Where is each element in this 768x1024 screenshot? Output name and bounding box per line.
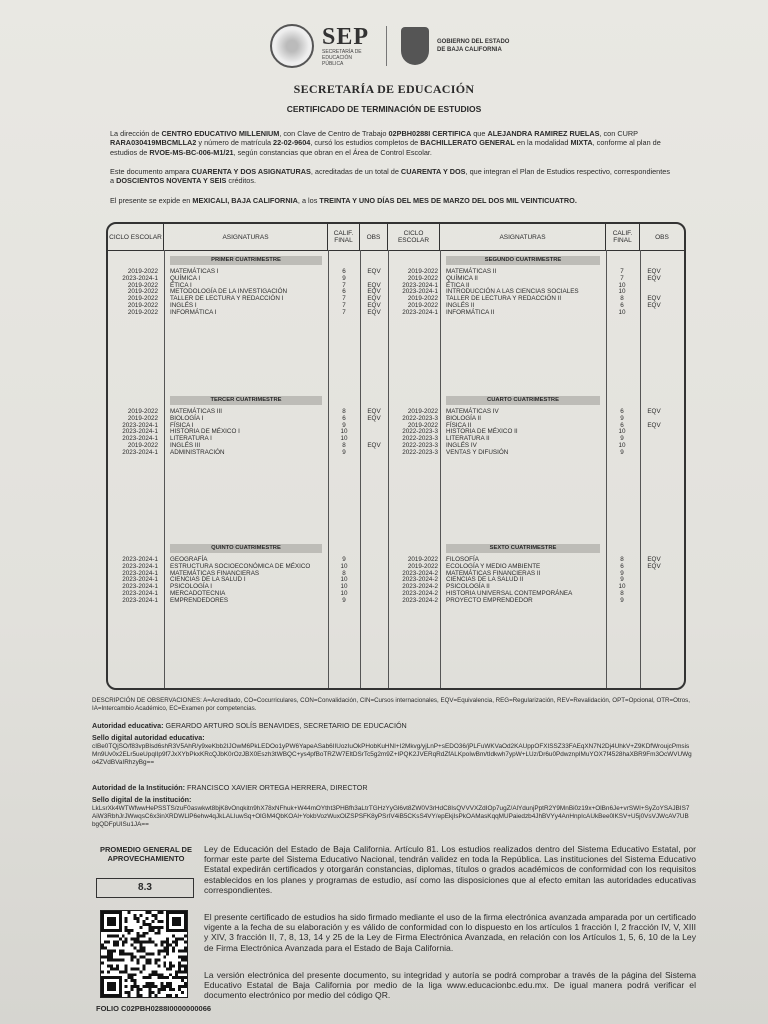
observations-legend: DESCRIPCIÓN DE OBSERVACIONES: A=Acreditado, CO=Cocurriculares, CON=Convalidación, CIN=Cursos internacionales, EQV=Equivalencia, REG=Regularización, REV=Revalidación, OPT=Opcional, OTR=Otros, IA=Intercambio Académico, EC=Examen por competencias. — [92, 697, 690, 712]
cell-obs: EQV — [367, 295, 381, 303]
cell-ciclo: 2019-2022 — [407, 295, 438, 303]
intro-paragraph-3: El presente se expide en MEXICALI, BAJA CALIFORNIA, a los TREINTA Y UNO DÍAS DEL MES DE MARZO DEL DOS MIL VEINTICUATRO. — [110, 196, 577, 205]
cell-calif: 10 — [618, 583, 626, 591]
cell-calif: 7 — [620, 268, 624, 275]
cell-asignatura: HISTORIA UNIVERSAL CONTEMPORÁNEA — [446, 590, 573, 597]
cell-asignatura: INFORMÁTICA II — [446, 308, 495, 316]
cell-asignatura: EMPRENDEDORES — [170, 596, 229, 604]
cell-asignatura: MATEMÁTICAS FINANCIERAS — [170, 569, 260, 577]
law-paragraph-3: La versión electrónica del presente documento, su integridad y autoría se podrá comprobar a través de la página del Sistema Educativo Estatal de Baja California por medio de la liga www.educacionbc.edu.mx. De igual manera podrá verificar el documento electrónico por medio del código QR. — [204, 970, 696, 1001]
institution-line: Autoridad de la Institución: FRANCISCO XAVIER ORTEGA HERRERA, DIRECTOR — [92, 783, 368, 792]
cell-obs: EQV — [367, 281, 381, 289]
cell-ciclo: 2019-2022 — [127, 268, 158, 275]
cell-calif: 9 — [620, 448, 624, 456]
cell-ciclo: 2019-2022 — [127, 408, 158, 415]
cell-calif: 8 — [342, 408, 346, 415]
cell-ciclo: 2023-2024-1 — [122, 596, 158, 604]
cell-ciclo: 2023-2024-1 — [402, 281, 438, 289]
cell-calif: 10 — [618, 308, 626, 316]
cell-ciclo: 2019-2022 — [127, 414, 158, 422]
cell-asignatura: INGLÉS III — [170, 442, 201, 449]
cell-ciclo: 2019-2022 — [127, 442, 158, 449]
cell-ciclo: 2023-2024-1 — [122, 274, 158, 282]
sep-logo — [322, 25, 372, 67]
cell-ciclo: 2023-2024-1 — [122, 428, 158, 436]
gob-text: GOBIERNO DEL ESTADO DE BAJA CALIFORNIA — [437, 39, 510, 53]
cell-asignatura: QUÍMICA II — [446, 274, 478, 282]
cell-asignatura: LITERATURA I — [170, 435, 212, 443]
cell-ciclo: 2023-2024-2 — [402, 596, 438, 604]
cell-asignatura: GEOGRAFÍA — [170, 556, 208, 563]
cell-calif: 9 — [342, 596, 346, 604]
header-obs-2: OBS — [655, 233, 669, 241]
cell-ciclo: 2019-2022 — [407, 562, 438, 570]
institution-seal-hash: LkLsrXk4WTWfwwHePSSTS/zuF0aswkwt8bjK8vOnqkitn9hX78xNFhuk+W44mOYtht3PHBfh3aLtrTGHzYyGl6vt8ZW0V3rHdC8IsQVVVXZdIOp7ugZ/AlYdunjPptR2Y9MnBi0z19x+OlBn6Je+vrSWI+SyZoYSAJBIS7AiW3RbhJrJWwqsC6x3inXRDWLlP6ehw4qJkLALIuwSq+OlGM4QbKOAl+YokbVozWuxOlZSPSFK8yPSrIV4iB5CKsS4VY/epEkjIsPkOAMasKqqMUPaiedzb4JhBVYy4AnHnpIcAUkBee0lKSV+U5j0VsVJWcAV7UBbgQDFpUISu1JA== — [92, 805, 690, 829]
cell-calif: 8 — [620, 556, 624, 563]
cell-ciclo: 2019-2022 — [127, 295, 158, 303]
cell-calif: 10 — [340, 583, 348, 591]
cell-calif: 6 — [620, 302, 624, 309]
cell-ciclo: 2022-2023-3 — [402, 428, 438, 436]
cell-asignatura: INFORMÁTICA I — [170, 308, 217, 316]
table-row — [108, 309, 684, 316]
cell-obs: EQV — [367, 302, 381, 309]
cell-asignatura: LITERATURA II — [446, 435, 490, 443]
section-title: QUINTO CUATRIMESTRE — [170, 544, 322, 553]
authority-line: Autoridad educativa: GERARDO ARTURO SOLÍS BENAVIDES, SECRETARIO DE EDUCACIÓN — [92, 721, 407, 730]
law-paragraph-1: Ley de Educación del Estado de Baja California. Artículo 81. Los estudios realizados dentro del Sistema Educativo Estatal, por formar este parte del Sistema Educativo Nacional, tendrán validez en toda la República. Las instituciones del Sistema Educativo Estatal expedirán certificados y otorgarán constancias, diplomas, títulos o grados académicos de conformidad con los requisitos establecidos en los planes y programas de estudio, así como las disposiciones que al efecto emitan las autoridades educativas correspondientes. — [204, 844, 696, 895]
cell-ciclo: 2019-2022 — [127, 288, 158, 296]
cell-asignatura: ÉTICA II — [446, 281, 470, 289]
cell-ciclo: 2022-2023-3 — [402, 448, 438, 456]
cell-obs: EQV — [647, 295, 661, 303]
cell-calif: 9 — [342, 556, 346, 563]
cell-asignatura: MERCADOTECNIA — [170, 590, 226, 597]
cell-ciclo: 2023-2024-1 — [122, 421, 158, 429]
cell-asignatura: MATEMÁTICAS II — [446, 268, 497, 275]
cell-calif: 10 — [618, 288, 626, 296]
cell-calif: 8 — [620, 295, 624, 303]
cell-calif: 6 — [620, 562, 624, 570]
cell-calif: 10 — [340, 590, 348, 597]
cell-calif: 10 — [340, 428, 348, 436]
cell-ciclo: 2023-2024-1 — [122, 576, 158, 584]
cell-asignatura: ECOLOGÍA Y MEDIO AMBIENTE — [446, 562, 541, 570]
cell-asignatura: INGLÉS II — [446, 302, 475, 309]
folio-number: FOLIO C02PBH0288I0000000066 — [96, 1004, 212, 1013]
institution-seal-label: Sello digital de la institución: — [92, 795, 192, 804]
cell-ciclo: 2019-2022 — [127, 308, 158, 316]
cell-calif: 6 — [620, 408, 624, 415]
cell-obs: EQV — [367, 442, 381, 449]
cell-calif: 7 — [620, 274, 624, 282]
section-title: CUARTO CUATRIMESTRE — [446, 396, 600, 405]
header-ciclo: CICLO ESCOLAR — [108, 224, 164, 250]
cell-ciclo: 2023-2024-1 — [122, 562, 158, 570]
cell-obs: EQV — [367, 414, 381, 422]
cell-ciclo: 2022-2023-3 — [402, 414, 438, 422]
cell-obs: EQV — [367, 268, 381, 275]
cell-asignatura: ESTRUCTURA SOCIOECONÓMICA DE MÉXICO — [170, 562, 311, 570]
cell-obs: EQV — [367, 408, 381, 415]
header-asignaturas: ASIGNATURAS — [164, 224, 328, 250]
authority-seal-label: Sello digital autoridad educativa: — [92, 733, 205, 742]
cell-calif: 7 — [342, 302, 346, 309]
cell-calif: 10 — [340, 562, 348, 570]
cell-ciclo: 2019-2022 — [407, 302, 438, 309]
cell-calif: 7 — [342, 295, 346, 303]
cell-calif: 8 — [342, 442, 346, 449]
cell-ciclo: 2023-2024-1 — [122, 590, 158, 597]
header-calif-2: CALIF. FINAL — [606, 224, 640, 250]
cell-ciclo: 2023-2024-1 — [122, 556, 158, 563]
section-title: TERCER CUATRIMESTRE — [170, 396, 322, 405]
cell-calif: 6 — [342, 268, 346, 275]
cell-ciclo: 2023-2024-1 — [122, 448, 158, 456]
cell-calif: 9 — [620, 569, 624, 577]
cell-ciclo: 2023-2024-2 — [402, 590, 438, 597]
cell-calif: 8 — [620, 590, 624, 597]
cell-calif: 9 — [342, 448, 346, 456]
cell-asignatura: INGLÉS I — [170, 302, 197, 309]
cell-calif: 10 — [618, 428, 626, 436]
cell-calif: 10 — [340, 576, 348, 584]
cell-asignatura: ADMINISTRACIÓN — [170, 448, 225, 456]
logo-divider — [386, 26, 387, 66]
authority-seal-hash: cIBe0TQjSO/f83vpBlsd6shR3V5AhR/y9xeKbb2IJOwM6PkLEDOo1yPW6YapeASab6IIUozIuOkPHobKuHNI+I2Mkvg/yjLnP+sEDO36/jPLFuWKVaOd2KAUppOFXISSZ33FAEqXN7N2Dj4UhkV+Z9KDfWroujcPmsisMn9Uv0x2ELr5ueUpqIIp9f7JxXYbPkxKRcQJbK0rOzJBX0Eszh3tWBQC+ys4pfBoTRZW7EltDSrTc5g2m9Z+IPQK2JVERqRdZfALKpoIwBm/tIdkwh7ypW+LUz/Dr6u0PdwznpIMuYOX7f4528haXBR9Fm3OcWVUWgo4ZVdBVaIRhzyBg== — [92, 743, 692, 767]
cell-ciclo: 2019-2022 — [407, 408, 438, 415]
cell-obs: EQV — [647, 562, 661, 570]
cell-ciclo: 2023-2024-1 — [122, 583, 158, 591]
cell-calif: 7 — [342, 281, 346, 289]
cell-asignatura: MATEMÁTICAS III — [170, 408, 223, 415]
certificate-subtitle: CERTIFICADO DE TERMINACIÓN DE ESTUDIOS — [286, 104, 482, 114]
page-title: SECRETARÍA DE EDUCACIÓN — [293, 82, 475, 96]
cell-calif: 9 — [620, 576, 624, 584]
cell-ciclo: 2019-2022 — [127, 302, 158, 309]
cell-asignatura: HISTORIA DE MÉXICO I — [170, 428, 240, 436]
cell-asignatura: VENTAS Y DIFUSIÓN — [446, 448, 509, 456]
cell-asignatura: METODOLOGÍA DE LA INVESTIGACIÓN — [170, 288, 288, 296]
cell-asignatura: ÉTICA I — [170, 281, 192, 289]
sep-logo-text: SEP — [322, 24, 370, 50]
grades-table — [106, 222, 686, 690]
cell-calif: 10 — [618, 281, 626, 289]
cell-ciclo: 2019-2022 — [407, 556, 438, 563]
cell-ciclo: 2023-2024-1 — [122, 569, 158, 577]
cell-asignatura: HISTORIA DE MÉXICO II — [446, 428, 518, 436]
cell-asignatura: FÍSICA II — [446, 421, 472, 429]
cell-ciclo: 2022-2023-3 — [402, 442, 438, 449]
state-shield-icon — [401, 27, 429, 65]
cell-ciclo: 2019-2022 — [407, 274, 438, 282]
cell-ciclo: 2019-2022 — [407, 268, 438, 275]
cell-calif: 6 — [342, 288, 346, 296]
cell-obs: EQV — [647, 408, 661, 415]
cell-obs: EQV — [647, 556, 661, 563]
header-obs: OBS — [360, 224, 388, 250]
header-ciclo-2: CICLO ESCOLAR — [388, 224, 440, 250]
cell-asignatura: BIOLOGÍA II — [446, 414, 481, 422]
cell-calif: 9 — [620, 414, 624, 422]
cell-asignatura: INTRODUCCIÓN A LAS CIENCIAS SOCIALES — [446, 288, 579, 296]
cell-ciclo: 2023-2024-1 — [402, 288, 438, 296]
cell-asignatura: TALLER DE LECTURA Y REDACCIÓN I — [170, 295, 284, 303]
cell-asignatura: FÍSICA I — [170, 421, 194, 429]
cell-asignatura: PSICOLOGÍA II — [446, 583, 490, 591]
section-title: SEGUNDO CUATRIMESTRE — [446, 256, 600, 265]
cell-obs: EQV — [367, 288, 381, 296]
cell-calif: 9 — [620, 435, 624, 443]
cell-asignatura: FILOSOFÍA — [446, 556, 479, 563]
law-paragraph-2: El presente certificado de estudios ha sido firmado mediante el uso de la firma electrónica avanzada amparada por un certificado vigente a la fecha de su elaboración y es válido de conformidad con lo dispuesto en los artículos 1 fracción I, 2 fracción IV, V, XIII y XIV, 3 fracción II, 7, 8, 13, 14 y 25 de la Ley de Firma Electrónica Avanzada, en relación con los Artículos 1, 5, 6, 10 de la Ley de Firma Electrónica Avanzada para el Estado de Baja California. — [204, 912, 696, 953]
section-title: SEXTO CUATRIMESTRE — [446, 544, 600, 553]
cell-calif: 9 — [342, 274, 346, 282]
cell-calif: 8 — [342, 569, 346, 577]
header-asignaturas-2: ASIGNATURAS — [440, 224, 606, 250]
intro-paragraph-1: La dirección de CENTRO EDUCATIVO MILLENIUM, con Clave de Centro de Trabajo 02PBH0288I CERTIFICA que ALEJANDRA RAMIREZ RUELAS, con CURP RARA030419MBCMLLA2 y número de matrícula 22-02-9604, cursó los estudios completos de BACHILLERATO GENERAL en la modalidad MIXTA, conforme al plan de estudios de RVOE-MS-BC-006-M1/21, según constancias que obran en el Área de Control Escolar. — [110, 129, 661, 157]
cell-ciclo: 2023-2024-2 — [402, 569, 438, 577]
cell-ciclo: 2023-2024-1 — [402, 308, 438, 316]
cell-ciclo: 2023-2024-1 — [122, 435, 158, 443]
table-row — [108, 597, 684, 604]
cell-calif: 6 — [620, 421, 624, 429]
cell-asignatura: BIOLOGÍA I — [170, 414, 204, 422]
cell-asignatura: CIENCIAS DE LA SALUD I — [170, 576, 246, 584]
cell-calif: 7 — [342, 308, 346, 316]
table-header — [108, 224, 684, 251]
cell-calif: 10 — [340, 435, 348, 443]
cell-calif: 10 — [618, 442, 626, 449]
cell-asignatura: MATEMÁTICAS I — [170, 268, 219, 275]
header-logos — [270, 22, 530, 70]
average-value: 8.3 — [96, 878, 194, 898]
cell-asignatura: MATEMÁTICAS FINANCIERAS II — [446, 569, 541, 577]
cell-ciclo: 2023-2024-2 — [402, 576, 438, 584]
cell-calif: 9 — [342, 421, 346, 429]
cell-obs: EQV — [647, 274, 661, 282]
cell-asignatura: CIENCIAS DE LA SALUD II — [446, 576, 524, 584]
cell-ciclo: 2019-2022 — [407, 421, 438, 429]
cell-ciclo: 2023-2024-2 — [402, 583, 438, 591]
cell-obs: EQV — [647, 302, 661, 309]
cell-calif: 6 — [342, 414, 346, 422]
cell-ciclo: 2022-2023-3 — [402, 435, 438, 443]
cell-asignatura: TALLER DE LECTURA Y REDACCIÓN II — [446, 295, 562, 303]
cell-calif: 9 — [620, 596, 624, 604]
cell-asignatura: QUÍMICA I — [170, 274, 201, 282]
table-row — [108, 449, 684, 456]
cell-obs: EQV — [367, 308, 381, 316]
cell-asignatura: INGLÉS IV — [446, 442, 477, 449]
cell-ciclo: 2019-2022 — [127, 281, 158, 289]
cell-obs: EQV — [647, 268, 661, 275]
cell-asignatura: MATEMÁTICAS IV — [446, 408, 499, 415]
cell-obs: EQV — [647, 421, 661, 429]
national-seal-icon — [270, 24, 314, 68]
header-calif: CALIF. FINAL — [328, 224, 360, 250]
intro-paragraph-2: Este documento ampara CUARENTA Y DOS ASIGNATURAS, acreditadas de un total de CUARENTA Y DOS, que integran el Plan de Estudios respectivo, correspondientes a DOSCIENTOS NOVENTA Y SEIS créditos. — [110, 167, 670, 186]
section-title: PRIMER CUATRIMESTRE — [170, 256, 322, 265]
cell-asignatura: PSICOLOGÍA I — [170, 583, 212, 591]
cell-asignatura: PROYECTO EMPRENDEDOR — [446, 596, 533, 604]
sep-subtitle: SECRETARÍA DE EDUCACIÓN PÚBLICA — [322, 49, 362, 67]
qr-code-icon[interactable] — [100, 910, 188, 998]
average-label: PROMEDIO GENERAL DE APROVECHAMIENTO — [100, 845, 192, 863]
